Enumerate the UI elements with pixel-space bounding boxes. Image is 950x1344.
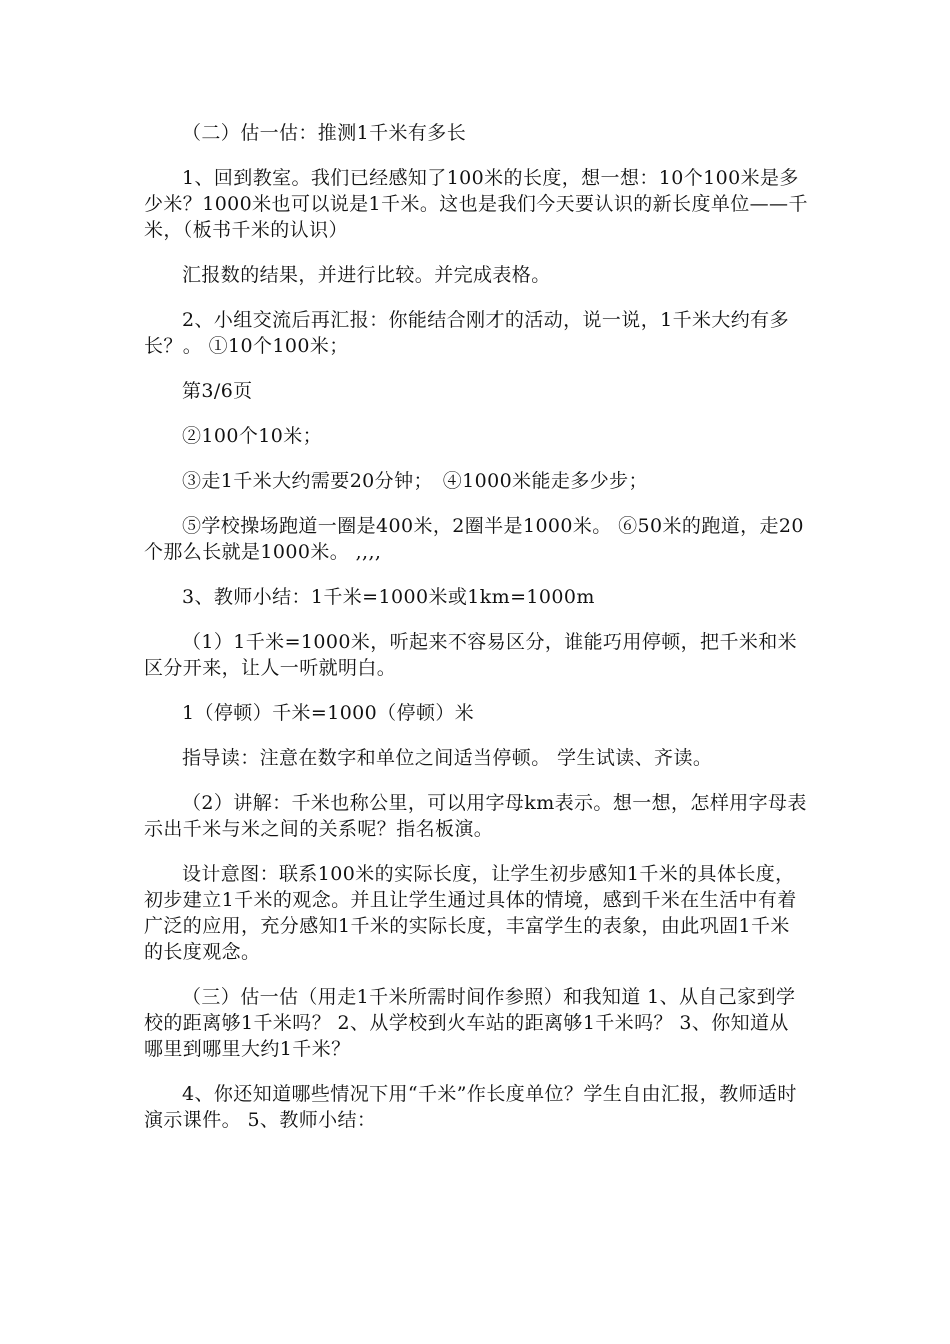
section-heading-estimate: （二）估一估：推测1千米有多长 bbox=[182, 122, 467, 144]
paragraph-design-intent: 设计意图：联系100米的实际长度，让学生初步感知1千米的具体长度，初步建立1千米的观念。并且让学生通过具体的情境，感到千米在生活中有着广泛的应用，充分感知1千米的实际长度，丰富学生的表象，由此巩固1千米的长度观念。 bbox=[144, 863, 797, 963]
list-item-100-times-10: ②100个10米； bbox=[182, 425, 323, 447]
paragraph-reading-guide: 指导读：注意在数字和单位之间适当停顿。 学生试读、齐读。 bbox=[182, 747, 713, 769]
paragraph-intro-kilometer: 1、回到教室。我们已经感知了100米的长度，想一想：10个100米是多少米？1000米也可以说是1千米。这也是我们今天要认识的新长度单位——千米，（板书千米的认识） bbox=[144, 167, 808, 241]
document-body bbox=[144, 120, 808, 1152]
paragraph-teacher-summary: 3、教师小结：1千米=1000米或1km=1000m bbox=[182, 586, 595, 608]
paragraph-group-discussion: 2、小组交流后再汇报：你能结合刚才的活动，说一说，1千米大约有多长？。 ①10个100米； bbox=[144, 309, 789, 357]
section-heading-estimate-time: （三）估一估（用走1千米所需时间作参照）和我知道 1、从自己家到学校的距离够1千米吗？ 2、从学校到火车站的距离够1千米吗？ 3、你知道从哪里到哪里大约1千米？ bbox=[144, 986, 796, 1060]
paragraph-pause-example: 1（停顿）千米=1000（停顿）米 bbox=[182, 702, 475, 724]
paragraph-km-explanation: （2）讲解：千米也称公里，可以用字母km表示。想一想，怎样用字母表示出千米与米之间的关系呢？指名板演。 bbox=[144, 792, 807, 840]
page-number-text: 第3/6页 bbox=[182, 380, 253, 402]
paragraph-pause-reading: （1）1千米=1000米，听起来不容易区分，谁能巧用停顿，把千米和米区分开来，让人一听就明白。 bbox=[144, 631, 798, 679]
paragraph-other-uses: 4、你还知道哪些情况下用“千米”作长度单位？学生自由汇报，教师适时演示课件。 5、教师小结： bbox=[144, 1083, 797, 1131]
paragraph-report-results: 汇报数的结果，并进行比较。并完成表格。 bbox=[182, 264, 551, 286]
list-item-track: ⑤学校操场跑道一圈是400米，2圈半是1000米。 ⑥50米的跑道，走20个那么长就是1000米。 ,,,, bbox=[144, 515, 804, 563]
list-item-walk-time: ③走1千米大约需要20分钟； ④1000米能走多少步； bbox=[182, 470, 648, 492]
